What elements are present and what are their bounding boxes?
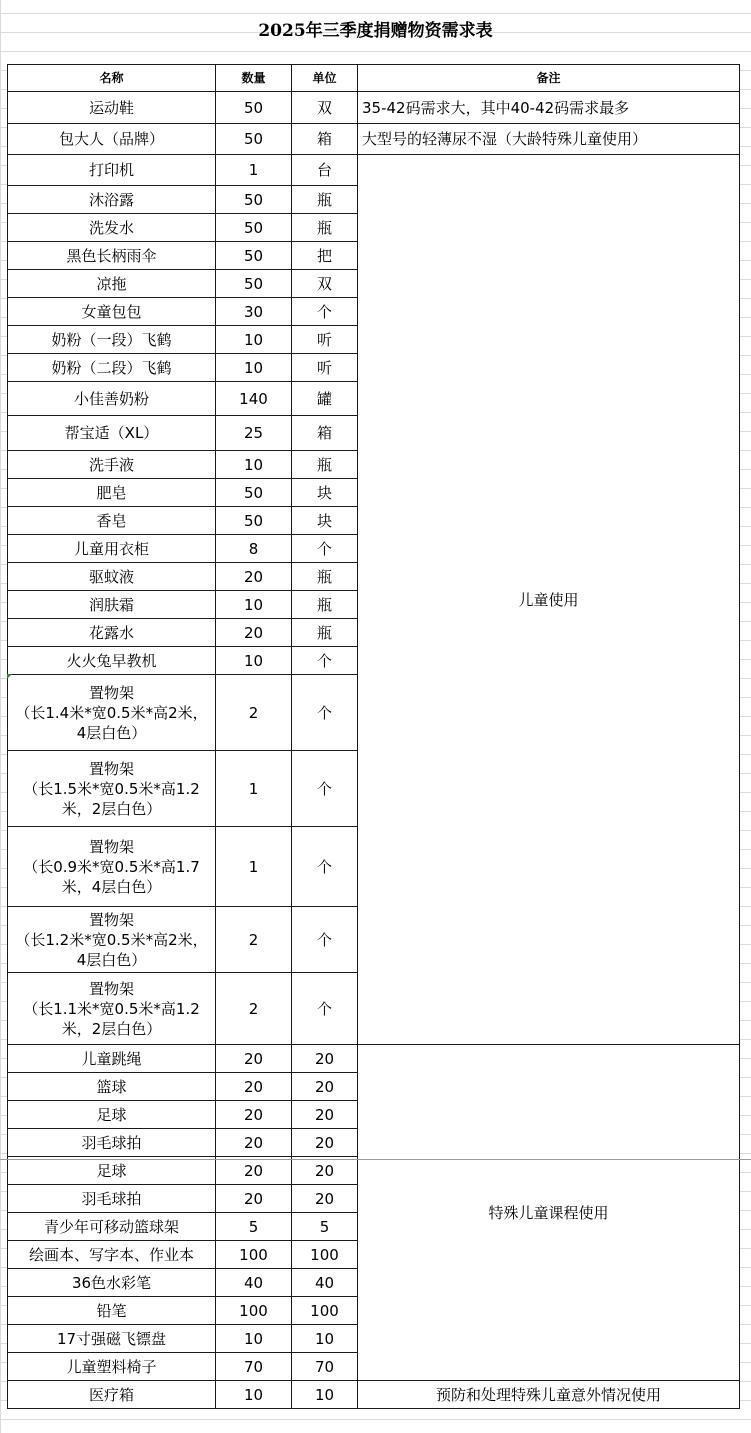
cell-unit[interactable]: 个	[292, 827, 358, 907]
cell-qty[interactable]: 20	[216, 563, 292, 591]
cell-qty[interactable]: 10	[216, 1381, 292, 1409]
cell-unit[interactable]: 个	[292, 535, 358, 563]
cell-unit[interactable]: 个	[292, 675, 358, 751]
header-note[interactable]: 备注	[358, 65, 740, 92]
cell-name[interactable]: 足球	[8, 1101, 216, 1129]
cell-qty[interactable]: 2	[216, 973, 292, 1045]
cell-name[interactable]: 洗手液	[8, 451, 216, 479]
cell-name[interactable]: 火火兔早教机	[8, 647, 216, 675]
cell-unit[interactable]: 20	[292, 1185, 358, 1213]
cell-qty[interactable]: 50	[216, 479, 292, 507]
cell-unit[interactable]: 100	[292, 1241, 358, 1269]
cell-name[interactable]: 篮球	[8, 1073, 216, 1101]
cell-name[interactable]: 置物架 （长1.5米*宽0.5米*高1.2米，2层白色）	[8, 751, 216, 827]
cell-qty[interactable]: 20	[216, 1129, 292, 1157]
table-row	[8, 1381, 740, 1409]
cell-name[interactable]: 运动鞋	[8, 92, 216, 124]
cell-comment-marker	[7, 674, 12, 679]
cell-name[interactable]: 花露水	[8, 619, 216, 647]
cell-qty[interactable]: 50	[216, 507, 292, 535]
cell-name[interactable]: 足球	[8, 1157, 216, 1185]
cell-unit[interactable]: 听	[292, 354, 358, 382]
cell-qty[interactable]: 20	[216, 1045, 292, 1073]
cell-qty[interactable]: 5	[216, 1213, 292, 1241]
cell-note[interactable]: 35-42码需求大，其中40-42码需求最多	[358, 92, 740, 124]
cell-unit[interactable]: 听	[292, 326, 358, 354]
cell-qty[interactable]: 10	[216, 647, 292, 675]
donation-table	[7, 64, 740, 1409]
cell-unit[interactable]: 100	[292, 1297, 358, 1325]
cell-qty[interactable]: 20	[216, 1101, 292, 1129]
cell-name[interactable]: 凉拖	[8, 270, 216, 298]
cell-name[interactable]: 置物架 （长1.2米*宽0.5米*高2米，4层白色）	[8, 907, 216, 973]
cell-name[interactable]: 36色水彩笔	[8, 1269, 216, 1297]
cell-qty[interactable]: 40	[216, 1269, 292, 1297]
cell-unit[interactable]: 块	[292, 479, 358, 507]
cell-unit[interactable]: 40	[292, 1269, 358, 1297]
cell-unit[interactable]: 瓶	[292, 591, 358, 619]
frozen-pane-seam	[0, 1159, 751, 1160]
sheet-title: 2025年三季度捐赠物资需求表	[258, 21, 493, 41]
cell-name[interactable]: 青少年可移动篮球架	[8, 1213, 216, 1241]
cell-qty[interactable]: 20	[216, 1073, 292, 1101]
cell-unit[interactable]: 个	[292, 647, 358, 675]
cell-note[interactable]: 预防和处理特殊儿童意外情况使用	[358, 1381, 740, 1409]
cell-qty[interactable]: 50	[216, 242, 292, 270]
cell-qty[interactable]: 1	[216, 751, 292, 827]
cell-name[interactable]: 女童包包	[8, 298, 216, 326]
cell-unit[interactable]: 10	[292, 1325, 358, 1353]
cell-qty[interactable]: 100	[216, 1297, 292, 1325]
cell-unit[interactable]: 双	[292, 270, 358, 298]
cell-unit[interactable]: 块	[292, 507, 358, 535]
cell-name[interactable]: 驱蚊液	[8, 563, 216, 591]
cell-unit[interactable]: 个	[292, 973, 358, 1045]
cell-unit[interactable]: 20	[292, 1129, 358, 1157]
cell-unit[interactable]: 箱	[292, 124, 358, 155]
cell-unit[interactable]: 箱	[292, 416, 358, 451]
cell-name[interactable]: 置物架 （长1.1米*宽0.5米*高1.2米，2层白色）	[8, 973, 216, 1045]
cell-qty[interactable]: 10	[216, 451, 292, 479]
cell-qty[interactable]: 20	[216, 1185, 292, 1213]
cell-name[interactable]: 儿童塑料椅子	[8, 1353, 216, 1381]
cell-qty[interactable]: 1	[216, 827, 292, 907]
header-row	[8, 65, 740, 92]
cell-name[interactable]: 置物架 （长0.9米*宽0.5米*高1.7米，4层白色）	[8, 827, 216, 907]
cell-unit[interactable]: 10	[292, 1381, 358, 1409]
cell-name[interactable]: 打印机	[8, 155, 216, 186]
cell-name[interactable]: 帮宝适（XL）	[8, 416, 216, 451]
cell-name[interactable]: 香皂	[8, 507, 216, 535]
merged-note-cell[interactable]: 儿童使用	[358, 155, 740, 1045]
cell-name[interactable]: 小佳善奶粉	[8, 382, 216, 416]
cell-unit[interactable]: 瓶	[292, 214, 358, 242]
cell-unit[interactable]: 20	[292, 1073, 358, 1101]
cell-qty[interactable]: 25	[216, 416, 292, 451]
cell-unit[interactable]: 20	[292, 1157, 358, 1185]
cell-qty[interactable]: 50	[216, 92, 292, 124]
cell-qty[interactable]: 10	[216, 354, 292, 382]
cell-qty[interactable]: 50	[216, 214, 292, 242]
merged-note-cell[interactable]: 特殊儿童课程使用	[358, 1045, 740, 1381]
cell-unit[interactable]: 罐	[292, 382, 358, 416]
cell-note[interactable]: 大型号的轻薄尿不湿（大龄特殊儿童使用）	[358, 124, 740, 155]
header-unit[interactable]: 单位	[292, 65, 358, 92]
cell-qty[interactable]: 20	[216, 619, 292, 647]
cell-qty[interactable]: 10	[216, 326, 292, 354]
cell-name[interactable]: 儿童用衣柜	[8, 535, 216, 563]
cell-name[interactable]: 铅笔	[8, 1297, 216, 1325]
table-row	[8, 92, 740, 124]
cell-qty[interactable]: 2	[216, 675, 292, 751]
cell-qty[interactable]: 20	[216, 1157, 292, 1185]
cell-qty[interactable]: 100	[216, 1241, 292, 1269]
cell-name[interactable]: 包大人（品牌）	[8, 124, 216, 155]
cell-unit[interactable]: 瓶	[292, 451, 358, 479]
cell-name[interactable]: 肥皂	[8, 479, 216, 507]
cell-name[interactable]: 洗发水	[8, 214, 216, 242]
table-row	[8, 1045, 740, 1073]
cell-name[interactable]: 绘画本、写字本、作业本	[8, 1241, 216, 1269]
cell-qty[interactable]: 140	[216, 382, 292, 416]
cell-name[interactable]: 医疗箱	[8, 1381, 216, 1409]
header-qty[interactable]: 数量	[216, 65, 292, 92]
cell-name[interactable]: 17寸强磁飞镖盘	[8, 1325, 216, 1353]
cell-name[interactable]: 羽毛球拍	[8, 1185, 216, 1213]
cell-name[interactable]: 羽毛球拍	[8, 1129, 216, 1157]
cell-unit[interactable]: 个	[292, 298, 358, 326]
cell-unit[interactable]: 瓶	[292, 186, 358, 214]
table-row	[8, 155, 740, 186]
cell-name[interactable]: 黑色长柄雨伞	[8, 242, 216, 270]
cell-unit[interactable]: 双	[292, 92, 358, 124]
cell-unit[interactable]: 个	[292, 751, 358, 827]
cell-name[interactable]: 儿童跳绳	[8, 1045, 216, 1073]
cell-qty[interactable]: 10	[216, 591, 292, 619]
cell-name[interactable]: 奶粉（二段）飞鹤	[8, 354, 216, 382]
cell-name[interactable]: 润肤霜	[8, 591, 216, 619]
cell-qty[interactable]: 50	[216, 186, 292, 214]
cell-qty[interactable]: 10	[216, 1325, 292, 1353]
cell-unit[interactable]: 瓶	[292, 563, 358, 591]
cell-qty[interactable]: 30	[216, 298, 292, 326]
cell-qty[interactable]: 2	[216, 907, 292, 973]
cell-unit[interactable]: 个	[292, 907, 358, 973]
cell-unit[interactable]: 把	[292, 242, 358, 270]
cell-unit[interactable]: 20	[292, 1045, 358, 1073]
cell-name[interactable]: 奶粉（一段）飞鹤	[8, 326, 216, 354]
header-name[interactable]: 名称	[8, 65, 216, 92]
cell-name[interactable]: 沐浴露	[8, 186, 216, 214]
cell-unit[interactable]: 70	[292, 1353, 358, 1381]
cell-unit[interactable]: 台	[292, 155, 358, 186]
cell-qty[interactable]: 70	[216, 1353, 292, 1381]
cell-unit[interactable]: 20	[292, 1101, 358, 1129]
cell-name[interactable]: 置物架 （长1.4米*宽0.5米*高2米，4层白色）	[8, 675, 216, 751]
cell-unit[interactable]: 瓶	[292, 619, 358, 647]
cell-qty[interactable]: 50	[216, 270, 292, 298]
cell-unit[interactable]: 5	[292, 1213, 358, 1241]
cell-qty[interactable]: 50	[216, 124, 292, 155]
table-row	[8, 124, 740, 155]
cell-qty[interactable]: 8	[216, 535, 292, 563]
cell-qty[interactable]: 1	[216, 155, 292, 186]
